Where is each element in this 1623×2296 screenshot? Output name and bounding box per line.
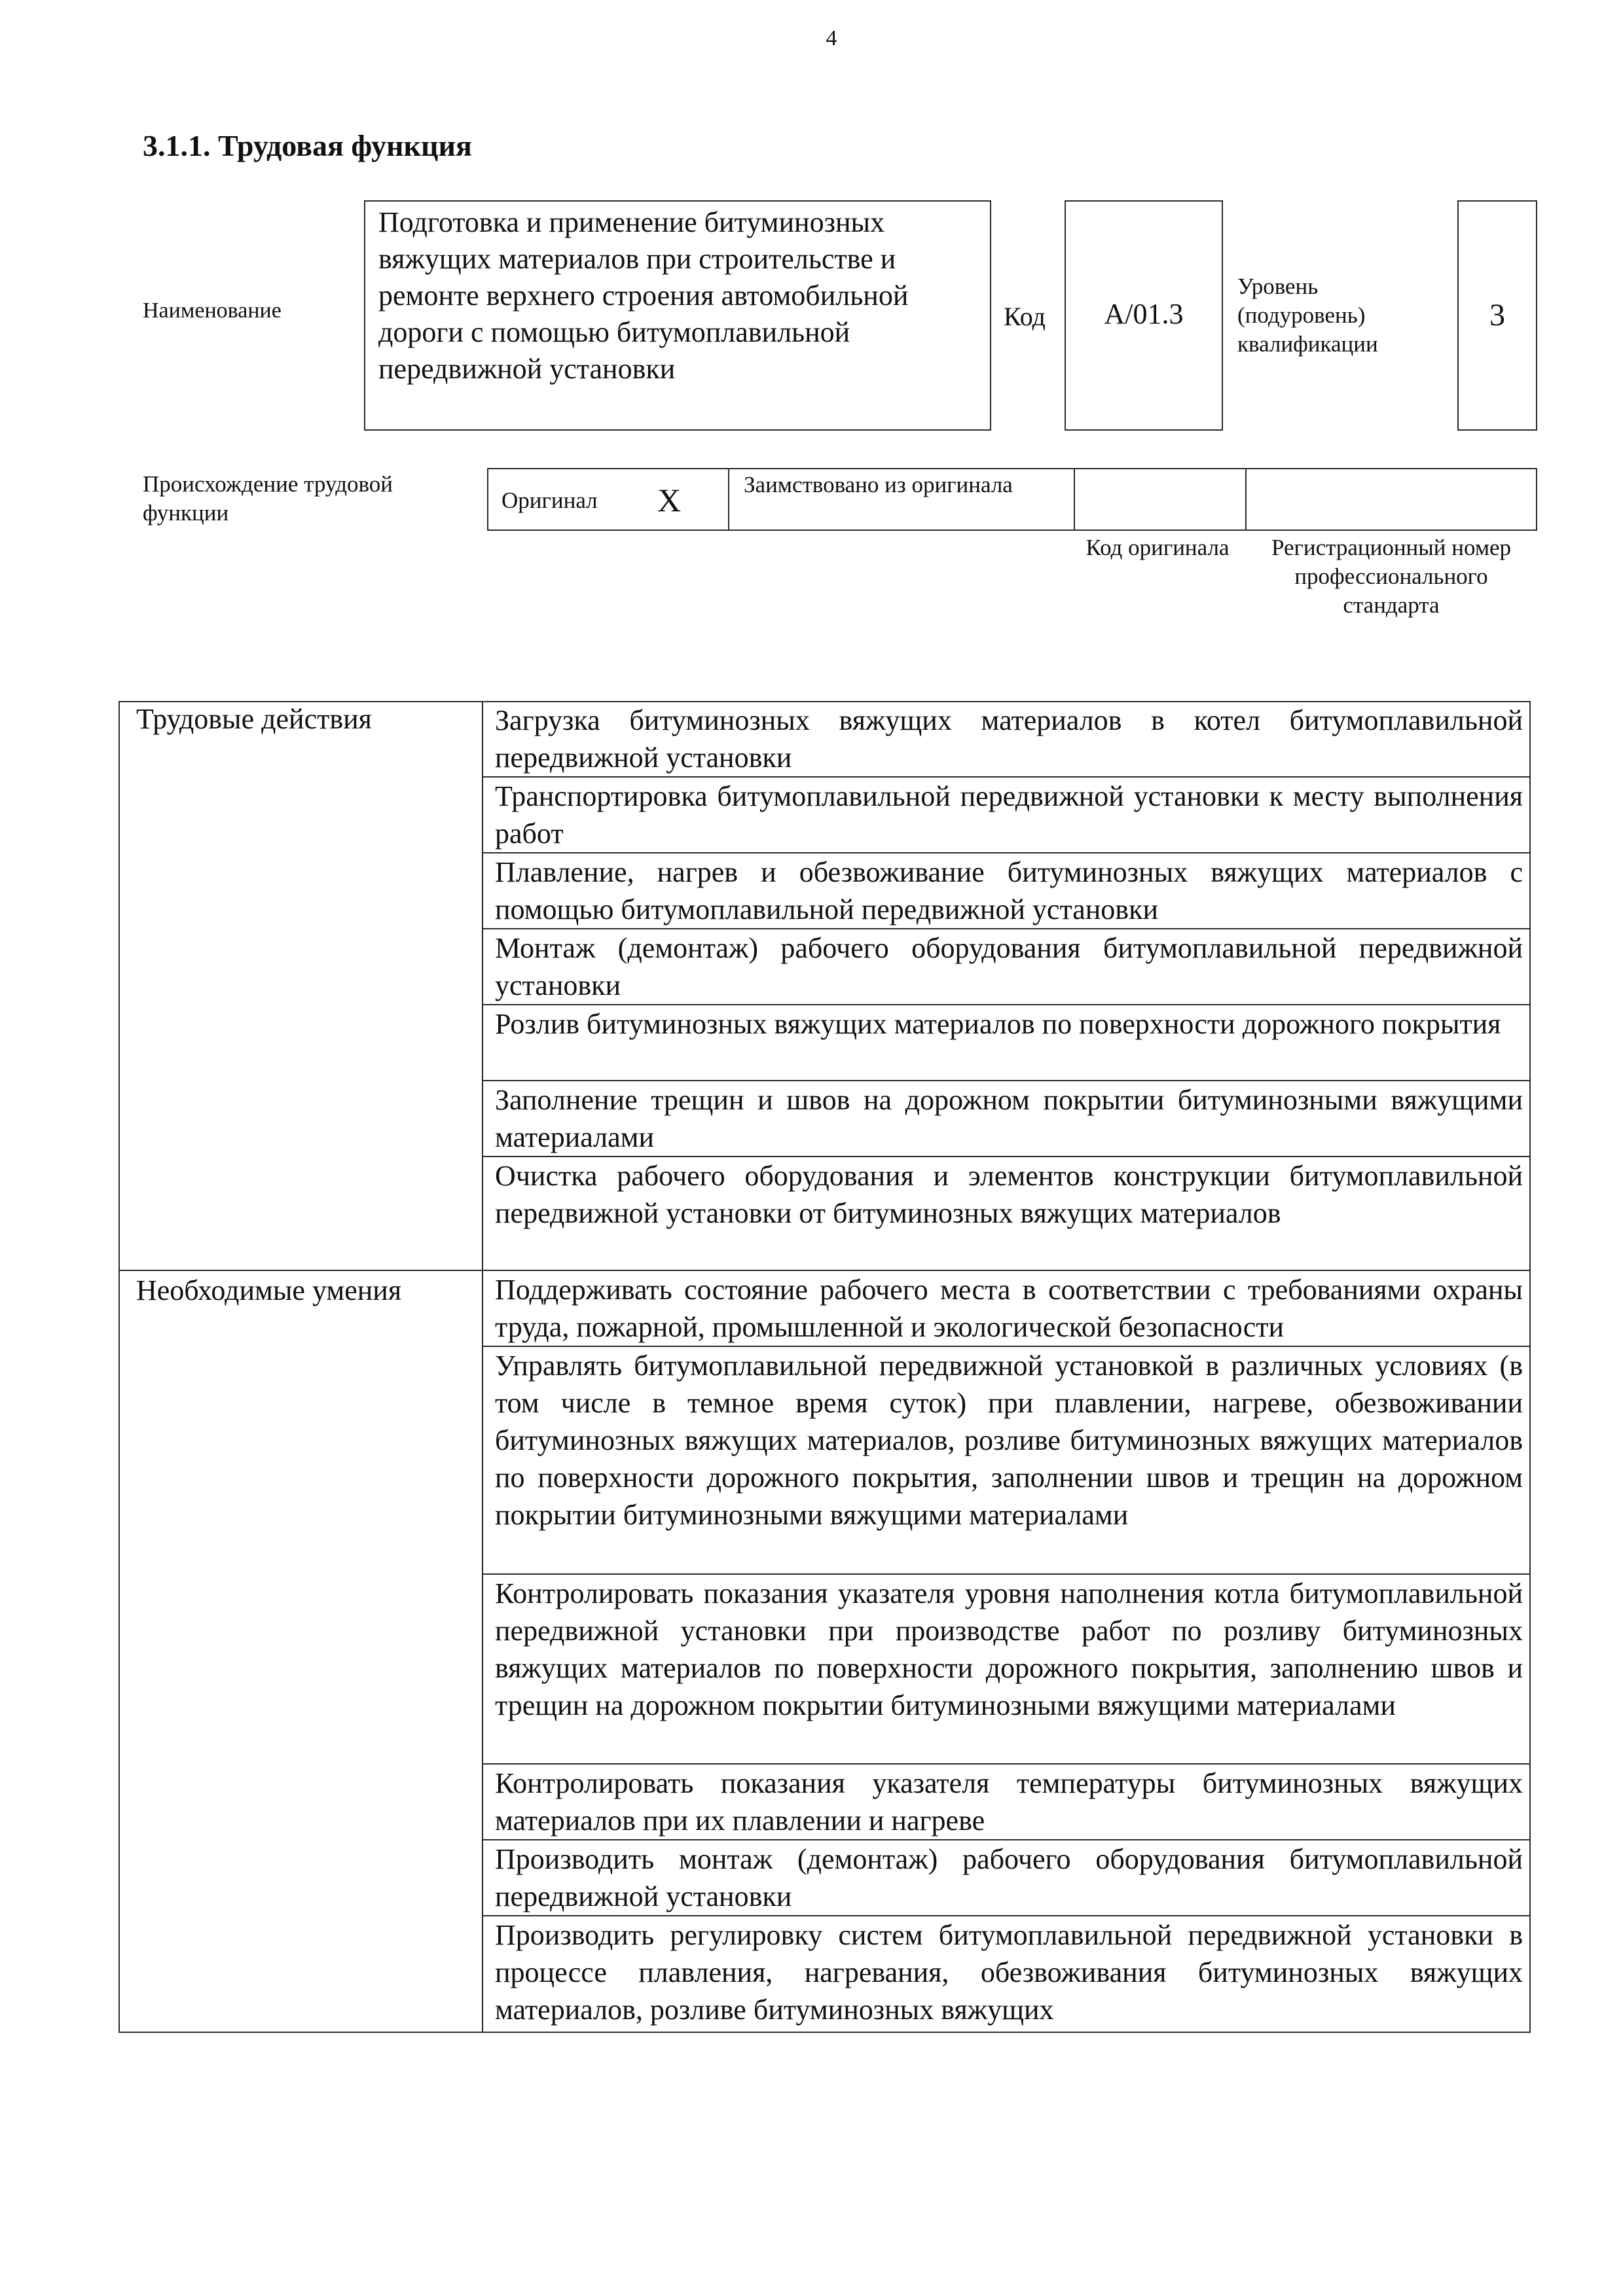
origin-table bbox=[487, 468, 1537, 531]
table-row: Очистка рабочего оборудования и элементов конструкции битумоплавильной передвижной установки от битуминозных вяжущих материалов bbox=[495, 1160, 1523, 1229]
table-row: Контролировать показания указателя температуры битуминозных вяжущих материалов при их плавлении и нагреве bbox=[495, 1767, 1523, 1837]
section-title: 3.1.1. Трудовая функция bbox=[143, 129, 472, 162]
name-label: Наименование bbox=[143, 298, 282, 323]
level-box bbox=[1457, 200, 1537, 431]
origin-divider-1 bbox=[728, 469, 729, 529]
code-value: A/01.3 bbox=[1104, 298, 1184, 330]
origin-divider-2 bbox=[1074, 469, 1075, 529]
code-original-caption: Код оригинала bbox=[1085, 535, 1230, 560]
table-row: Плавление, нагрев и обезвоживание битуминозных вяжущих материалов с помощью битумоплавильной передвижной установки bbox=[495, 856, 1523, 925]
reg-number-caption: Регистрационный номер профессионального стандарта bbox=[1271, 535, 1512, 618]
table-row: Заполнение трещин и швов на дорожном покрытии битуминозными вяжущими материалами bbox=[495, 1084, 1523, 1153]
code-box bbox=[1065, 200, 1223, 431]
original-label: Оригинал bbox=[501, 488, 598, 513]
borrowed-label: Заимствовано из оригинала bbox=[744, 472, 1013, 497]
table-row: Монтаж (демонтаж) рабочего оборудования битумоплавильной передвижной установки bbox=[495, 932, 1523, 1001]
origin-divider-3 bbox=[1245, 469, 1247, 529]
table-row: Поддерживать состояние рабочего места в соответствии с требованиями охраны труда, пожарной, промышленной и экологической безопасности bbox=[495, 1274, 1523, 1343]
section-title-skills: Необходимые умения bbox=[136, 1274, 402, 1306]
original-mark: X bbox=[657, 482, 682, 518]
level-value: 3 bbox=[1489, 298, 1505, 332]
page-number: 4 bbox=[826, 26, 837, 50]
section-title-actions: Трудовые действия bbox=[136, 703, 372, 735]
table-row: Розлив битуминозных вяжущих материалов по поверхности дорожного покрытия bbox=[495, 1008, 1501, 1040]
code-label: Код bbox=[1004, 302, 1046, 331]
level-label: Уровень (подуровень) квалификации bbox=[1237, 274, 1378, 357]
table-row: Управлять битумоплавильной передвижной установкой в различных условиях (в том числе в темное время суток) при плавлении, нагреве, обезвоживании битуминозных вяжущих материалов, розливе битуминозных вяжущих материалов по поверхности дорожного покрытия, заполнении швов и трещин на дорожном покрытии битуминозными вяжущими материалами bbox=[495, 1350, 1523, 1531]
table-column-divider bbox=[482, 701, 483, 2033]
table-row: Контролировать показания указателя уровня наполнения котла битумоплавильной передвижной установки при производстве работ по розливу битуминозных вяжущих материалов по поверхности дорожного покрытия, заполнению швов и трещин на дорожном покрытии битуминозными вяжущими материалами bbox=[495, 1577, 1523, 1721]
table-row: Транспортировка битумоплавильной передвижной установки к месту выполнения работ bbox=[495, 780, 1523, 850]
table-row: Производить регулировку систем битумоплавильной передвижной установки в процессе плавления, нагревания, обезвоживания битуминозных вяжущих материалов, розливе битуминозных вяжущих bbox=[495, 1919, 1523, 2026]
name-box bbox=[364, 200, 991, 431]
origin-label: Происхождение трудовой функции bbox=[143, 471, 393, 526]
table-row: Производить монтаж (демонтаж) рабочего оборудования битумоплавильной передвижной установки bbox=[495, 1843, 1523, 1912]
name-value: Подготовка и применение битуминозных вяжущих материалов при строительстве и ремонте верхнего строения автомобильной дороги с помощью битумоплавильной передвижной установки bbox=[378, 206, 909, 385]
table-row: Загрузка битуминозных вяжущих материалов в котел битумоплавильной передвижной установки bbox=[495, 704, 1523, 774]
